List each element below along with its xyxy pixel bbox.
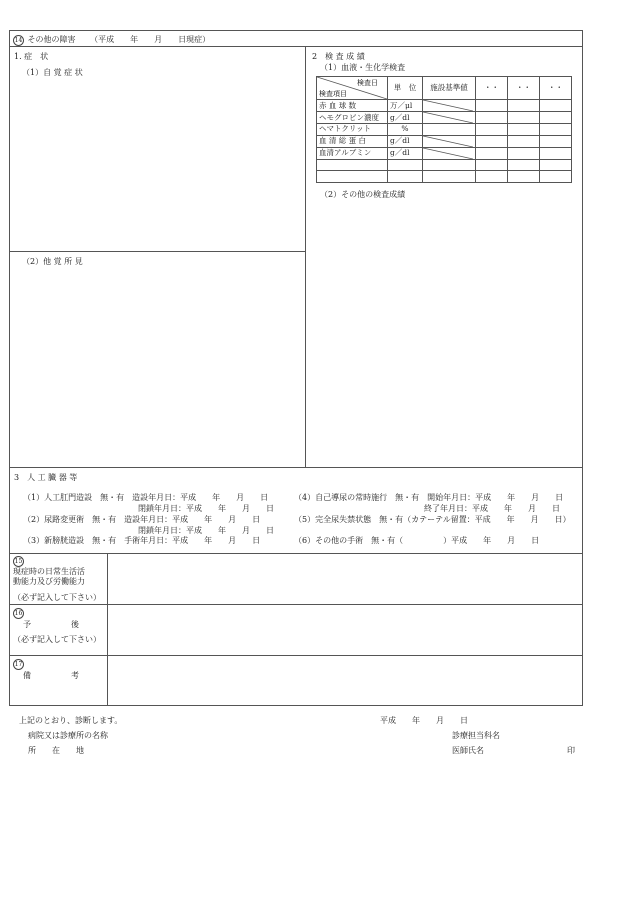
s15-line-2: 動能力及び労働能力 xyxy=(13,577,85,586)
blood-test-label: （1）血液・生化学検査 xyxy=(320,63,406,72)
doctor-name-label: 医師氏名 xyxy=(452,746,484,755)
row-item: ヘマトクリット xyxy=(317,124,388,136)
row-unit: % xyxy=(388,124,423,136)
organ-row-1-left: （1）人工肛門造設 無・有 造設年月日：平成 年 月 日 xyxy=(23,493,269,502)
row-ref-diagonal xyxy=(423,112,476,124)
divider xyxy=(107,553,108,706)
row-value xyxy=(508,112,540,124)
row-value xyxy=(476,112,508,124)
s16-label: 予 後 xyxy=(23,619,79,629)
row-value xyxy=(476,147,508,159)
header-date-label: 検査日 xyxy=(357,79,378,87)
section-16-label xyxy=(13,607,101,645)
table-row xyxy=(317,124,572,136)
row-item: 血清アルブミン xyxy=(317,147,388,159)
row-value xyxy=(508,147,540,159)
section-15-label xyxy=(13,556,101,603)
table-header-row xyxy=(317,77,572,100)
row-value xyxy=(476,124,508,136)
organ-row-1-left-b: 閉鎖年月日：平成 年 月 日 xyxy=(138,504,274,513)
table-row xyxy=(317,147,572,159)
s15-line-1: 現症時の日常生活活 xyxy=(13,567,85,576)
table-row xyxy=(317,135,572,147)
circled-number: 17 xyxy=(14,660,23,668)
objective-findings-label: （2）他 覚 所 見 xyxy=(22,257,83,266)
row-value xyxy=(540,124,572,136)
header-date-3: ・・ xyxy=(540,77,572,100)
circled-number: 16 xyxy=(14,609,23,617)
row-item: 血 清 総 蛋 白 xyxy=(317,135,388,147)
organ-row-1-right-b: 終了年月日：平成 年 月 日 xyxy=(424,504,560,513)
department-label: 診療担当科名 xyxy=(452,731,500,740)
row-item: ヘモグロビン濃度 xyxy=(317,112,388,124)
row-unit: 万／μl xyxy=(388,100,423,112)
blood-test-table xyxy=(316,76,572,183)
divider xyxy=(9,46,583,47)
header-diagonal-cell xyxy=(317,77,388,100)
subjective-symptoms-label: （1）自 覚 症 状 xyxy=(22,68,83,77)
table-row xyxy=(317,171,572,183)
s16-note: （必ず記入して下さい） xyxy=(13,634,101,644)
row-ref-diagonal xyxy=(423,135,476,147)
organ-row-3-left: （3）新膀胱造設 無・有 手術年月日：平成 年 月 日 xyxy=(23,536,261,545)
divider xyxy=(9,553,583,554)
divider xyxy=(9,467,583,468)
table-row xyxy=(317,100,572,112)
row-ref-diagonal xyxy=(423,147,476,159)
address-label: 所 在 地 xyxy=(28,746,84,755)
divider xyxy=(9,251,305,252)
table-row xyxy=(317,112,572,124)
row-value xyxy=(508,135,540,147)
section-title: その他の障害 xyxy=(27,35,76,44)
organs-title: 3 人 工 臓 器 等 xyxy=(14,473,78,482)
diagonal-line xyxy=(317,77,387,99)
organ-row-2-left: （2）尿路変更術 無・有 造設年月日：平成 年 月 日 xyxy=(23,515,261,524)
status-period: （平成 年 月 日現症） xyxy=(90,35,211,44)
row-ref xyxy=(423,124,476,136)
divider xyxy=(9,604,583,605)
diagnosis-date: 平成 年 月 日 xyxy=(380,716,468,725)
row-unit: g／dl xyxy=(388,147,423,159)
row-value xyxy=(476,100,508,112)
circled-number: 15 xyxy=(14,558,23,565)
organ-row-2-right: （5）完全尿失禁状態 無・有（カテーテル留置：平成 年 月 日） xyxy=(294,515,571,524)
row-value xyxy=(508,124,540,136)
organ-row-1-right: （4）自己導尿の常時施行 無・有 開始年月日：平成 年 月 日 xyxy=(294,493,564,502)
table-row xyxy=(317,159,572,171)
divider xyxy=(305,46,306,467)
divider xyxy=(9,655,583,656)
section-14-header xyxy=(13,34,210,46)
header-unit: 単 位 xyxy=(388,77,423,100)
row-value xyxy=(508,100,540,112)
diagnosis-statement: 上記のとおり、診断します。 xyxy=(19,716,123,725)
section-17-label xyxy=(13,658,79,682)
circled-number: 14 xyxy=(14,36,23,44)
row-ref-diagonal xyxy=(423,100,476,112)
tests-title: 2 検 査 成 績 xyxy=(312,52,365,61)
organ-row-3-right: （6）その他の手術 無・有（ ）平成 年 月 日 xyxy=(294,536,540,545)
row-item: 赤 血 球 数 xyxy=(317,100,388,112)
header-item-label: 検査項目 xyxy=(319,90,347,98)
row-unit: g／dl xyxy=(388,112,423,124)
seal-mark: 印 xyxy=(567,746,575,755)
s17-label: 備 考 xyxy=(23,671,79,680)
row-value xyxy=(540,112,572,124)
other-tests-label: （2）その他の検査成績 xyxy=(320,190,406,199)
header-ref: 施設基準値 xyxy=(423,77,476,100)
header-date-2: ・・ xyxy=(508,77,540,100)
row-unit: g／dl xyxy=(388,135,423,147)
row-value xyxy=(540,135,572,147)
header-date-1: ・・ xyxy=(476,77,508,100)
row-value xyxy=(540,100,572,112)
row-value xyxy=(476,135,508,147)
organ-row-2-left-b: 閉鎖年月日：平成 年 月 日 xyxy=(138,526,274,535)
hospital-name-label: 病院又は診療所の名称 xyxy=(28,731,108,740)
row-value xyxy=(540,147,572,159)
s15-note: （必ず記入して下さい） xyxy=(13,593,101,602)
symptoms-title: 1. 症 状 xyxy=(14,52,49,61)
